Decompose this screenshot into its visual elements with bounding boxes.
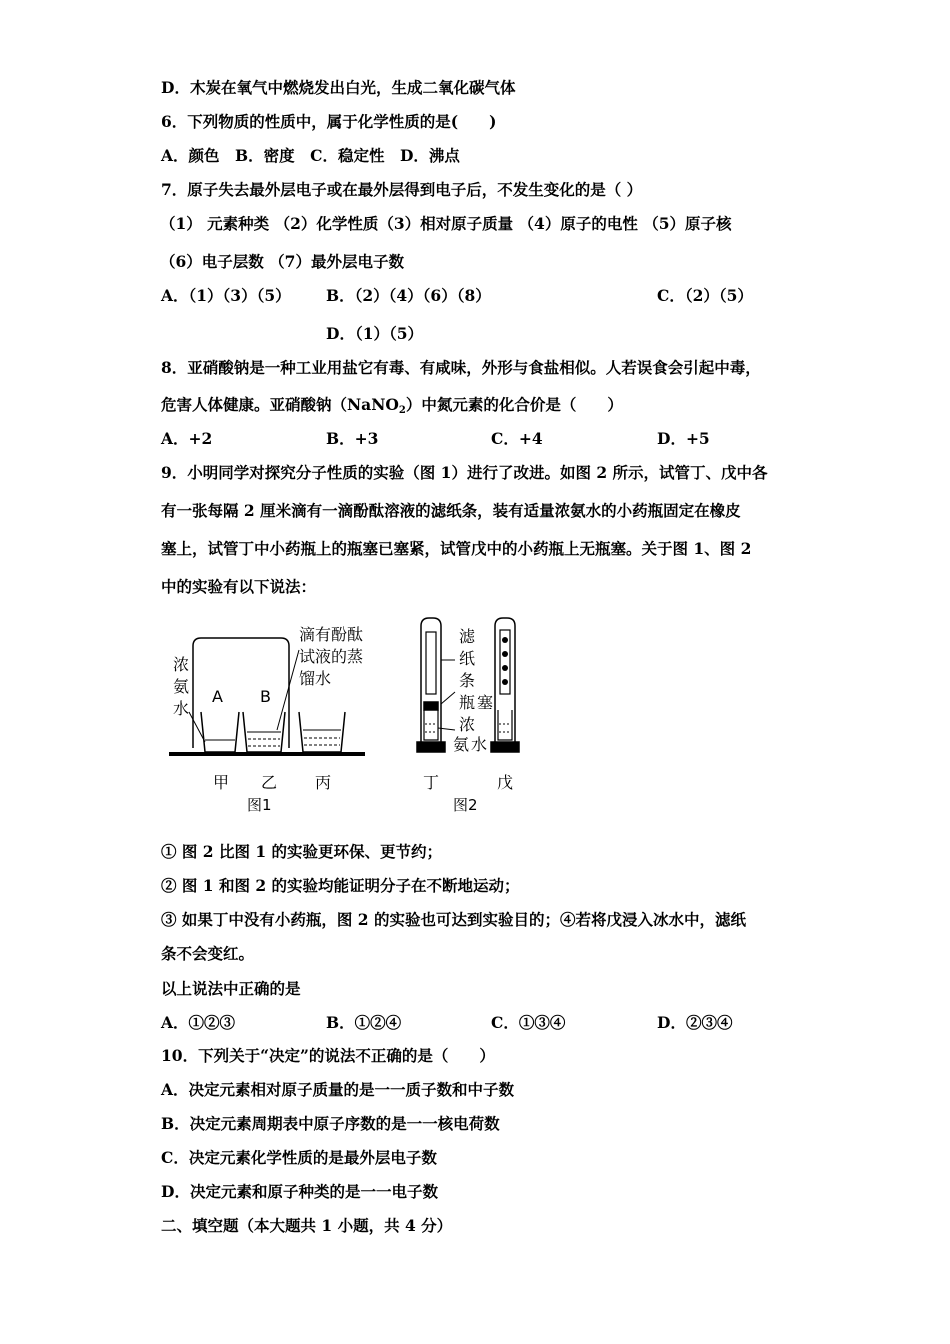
q7-option-b: B．（2）（4）（6）（8） <box>326 286 491 305</box>
q9-statement-3-cont: 条不会变红。 <box>161 944 255 963</box>
label-nh3-1: 浓 <box>459 715 476 734</box>
q10-stem: 10．下列关于“决定”的说法不正确的是（ ） <box>161 1046 495 1065</box>
label-drop-3: 馏水 <box>299 669 332 688</box>
q7-stem: 7．原子失去最外层电子或在最外层得到电子后，不发生变化的是（ ） <box>161 180 643 199</box>
beaker-a <box>201 712 239 752</box>
dot-1 <box>502 637 508 643</box>
dot-3 <box>502 665 508 671</box>
q9-stem-line4: 中的实验有以下说法： <box>161 577 317 596</box>
dot-2 <box>502 651 508 657</box>
q8-option-a: A．+2 <box>161 429 213 448</box>
q8-option-d: D．+5 <box>657 429 710 448</box>
label-drop-1: 滴有酚酞 <box>299 625 364 644</box>
label-conc-1: 浓 <box>173 655 190 674</box>
q7-option-a: A．（1）（3）（5） <box>161 286 291 305</box>
q10-option-d: D．决定元素和原子种类的是一一电子数 <box>161 1182 438 1201</box>
label-fig2: 图2 <box>453 796 478 814</box>
q6-stem: 6．下列物质的性质中，属于化学性质的是( ) <box>161 112 497 131</box>
label-paper-1: 滤 <box>459 627 476 646</box>
q9-experiment-figure <box>165 612 545 822</box>
label-ding: 丁 <box>423 773 440 792</box>
q7-items-line2: （6）电子层数 （7）最外层电子数 <box>160 252 404 271</box>
q7-option-d: D．（1）（5） <box>326 324 424 343</box>
q8-stem-line1: 8．亚硝酸钠是一种工业用盐它有毒、有咸味，外形与食盐相似。人若误食会引起中毒， <box>161 358 761 377</box>
q6-options: A．颜色 B．密度 C．稳定性 D．沸点 <box>161 146 460 165</box>
q7-option-c: C．（2）（5） <box>657 286 753 305</box>
label-drop-2: 试液的蒸 <box>299 647 364 666</box>
q9-ask: 以上说法中正确的是 <box>161 979 301 998</box>
label-jia: 甲 <box>213 773 230 792</box>
label-wu: 戊 <box>497 773 514 792</box>
q7-items-line1: （1） 元素种类 （2）化学性质（3）相对原子质量 （4）原子的电性 （5）原子核 <box>160 214 732 233</box>
section-2-title: 二、填空题（本大题共 1 小题，共 4 分） <box>161 1216 453 1235</box>
q10-option-b: B．决定元素周期表中原子序数的是一一核电荷数 <box>161 1114 500 1133</box>
label-a: A <box>212 687 223 706</box>
label-paper-2: 纸 <box>459 649 476 668</box>
q9-stem-line1: 9．小明同学对探究分子性质的实验（图 1）进行了改进。如图 2 所示，试管丁、戊中各 <box>161 463 768 482</box>
q8-option-b: B．+3 <box>326 429 379 448</box>
q9-statement-1: ① 图 2 比图 1 的实验更环保、更节约； <box>161 842 443 861</box>
label-stopper-2: 塞 <box>477 693 494 712</box>
label-conc-3: 水 <box>173 699 190 718</box>
label-paper-3: 条 <box>459 671 476 690</box>
beaker-c <box>299 712 345 752</box>
q10-option-a: A．决定元素相对原子质量的是一一质子数和中子数 <box>161 1080 515 1099</box>
q9-stem-line2: 有一张每隔 2 厘米滴有一滴酚酞溶液的滤纸条，装有适量浓氨水的小药瓶固定在橡皮 <box>161 501 741 520</box>
q5-option-d: D．木炭在氧气中燃烧发出白光，生成二氧化碳气体 <box>161 78 516 97</box>
q9-option-c: C．①③④ <box>491 1013 566 1032</box>
q8-stem-line2: 危害人体健康。亚硝酸钠（NaNO$_2$）中氮元素的化合价是（ ） <box>161 395 623 416</box>
q9-statement-2: ② 图 1 和图 2 的实验均能证明分子在不断地运动； <box>161 876 520 895</box>
q8-option-c: C．+4 <box>491 429 543 448</box>
q9-option-b: B．①②④ <box>326 1013 402 1032</box>
q9-statement-3: ③ 如果丁中没有小药瓶，图 2 的实验也可达到实验目的；④若将戊浸入冰水中，滤纸 <box>161 910 746 929</box>
label-nh3-3: 水 <box>471 735 488 754</box>
label-conc-2: 氨 <box>173 677 190 696</box>
label-yi: 乙 <box>261 773 278 792</box>
q10-option-c: C．决定元素化学性质的是最外层电子数 <box>161 1148 437 1167</box>
label-b: B <box>260 687 271 706</box>
label-fig1: 图1 <box>247 796 272 814</box>
q9-option-d: D．②③④ <box>657 1013 733 1032</box>
label-nh3-2: 氨 <box>453 735 470 754</box>
q9-option-a: A．①②③ <box>161 1013 236 1032</box>
label-stopper-1: 瓶 <box>459 693 476 712</box>
q9-stem-line3: 塞上，试管丁中小药瓶上的瓶塞已塞紧，试管戊中的小药瓶上无瓶塞。关于图 1、图 2 <box>161 539 752 558</box>
dot-4 <box>502 679 508 685</box>
label-bing: 丙 <box>315 773 332 792</box>
